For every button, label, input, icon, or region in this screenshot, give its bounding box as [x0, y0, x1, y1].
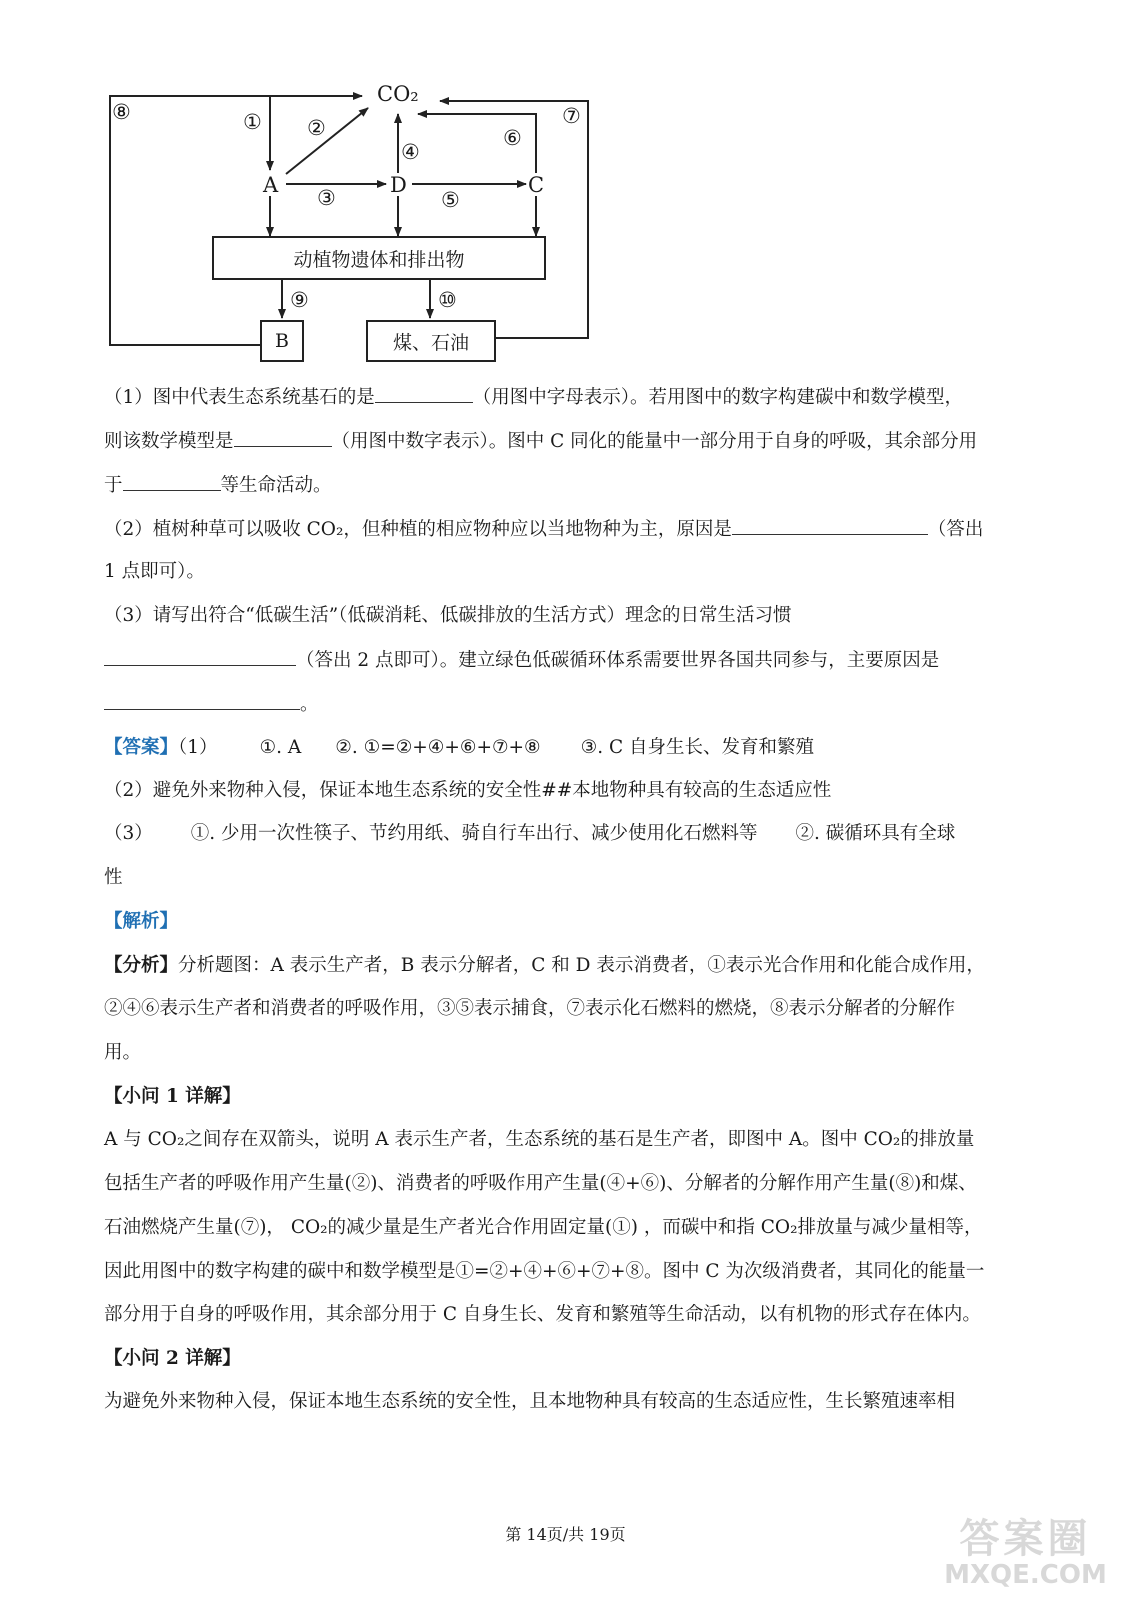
answer-line-2: （2）避免外来物种入侵，保证本地生态系统的安全性##本地物种具有较高的生态适应性 — [104, 780, 832, 801]
label-6: ⑥ — [503, 126, 522, 150]
detail-1-line-3: 石油燃烧产生量(⑦)， CO₂的减少量是生产者光合作用固定量(①) ，而碳中和指 CO₂排放量与减少量相等， — [104, 1217, 983, 1238]
sub-question-1-label: 【小问 1 详解】 — [104, 1086, 241, 1107]
node-d: D — [390, 173, 407, 197]
blank-1 — [375, 386, 473, 403]
question-3-line-3: 。 — [104, 693, 1024, 716]
arrow-2 — [286, 108, 368, 174]
blank-3 — [123, 474, 221, 491]
blank-4 — [732, 518, 928, 535]
label-7: ⑦ — [562, 104, 581, 128]
decomposer-box-b: B — [260, 320, 304, 362]
blank-6 — [104, 693, 300, 710]
watermark-bottom: MXQE.COM — [944, 1560, 1107, 1590]
label-1: ① — [243, 110, 262, 134]
analysis-line-3: 用。 — [104, 1042, 142, 1063]
detail-1-line-4: 因此用图中的数字构建的碳中和数学模型是①=②+④+⑥+⑦+⑧。图中 C 为次级消费者，其同化的能量一 — [104, 1261, 985, 1282]
node-a: A — [263, 173, 279, 197]
question-3-line-2: （答出 2 点即可）。建立绿色低碳循环体系需要世界各国共同参与，主要原因是 — [104, 649, 1024, 672]
question-1-line-3: 于 等生命活动。 — [104, 475, 332, 496]
label-5: ⑤ — [441, 188, 460, 212]
node-co2: CO₂ — [377, 82, 419, 106]
detail-1-line-1: A 与 CO₂之间存在双箭头，说明 A 表示生产者，生态系统的基石是生产者，即图中 A。图中 CO₂的排放量 — [104, 1129, 975, 1150]
analysis-line-2: ②④⑥表示生产者和消费者的呼吸作用，③⑤表示捕食，⑦表示化石燃料的燃烧，⑧表示分解者的分解作 — [104, 998, 956, 1019]
detail-1-line-2: 包括生产者的呼吸作用产生量(②)、消费者的呼吸作用产生量(④+⑥)、分解者的分解作用产生量(⑧)和煤、 — [104, 1173, 977, 1194]
label-2: ② — [307, 116, 326, 140]
label-4: ④ — [401, 140, 420, 164]
analysis-label: 【解析】 — [104, 911, 179, 932]
diagram-arrows — [100, 78, 620, 378]
blank-5 — [104, 649, 296, 666]
answer-line-3: （3） ①. 少用一次性筷子、节约用纸、骑自行车出行、减少使用化石燃料等 ②. 碳循环具有全球 — [104, 823, 956, 844]
answer-line-1: 【答案】（1） ①. A ②. ①=②+④+⑥+⑦+⑧ ③. C 自身生长、发育和繁殖 — [104, 737, 815, 758]
label-10: ⑩ — [438, 288, 457, 312]
sub-question-2-label: 【小问 2 详解】 — [104, 1348, 241, 1369]
blank-2 — [234, 430, 332, 447]
answer-label: 【答案】 — [104, 737, 179, 758]
remains-box: 动植物遗体和排出物 — [212, 236, 546, 280]
question-1-line-2: 则该数学模型是 （用图中数字表示）。图中 C 同化的能量中一部分用于自身的呼吸，其余部分用 — [104, 431, 978, 452]
label-9: ⑨ — [290, 288, 309, 312]
fossil-fuel-box: 煤、石油 — [366, 320, 496, 362]
watermark-logo — [938, 1517, 1113, 1592]
detail-1-line-5: 部分用于自身的呼吸作用，其余部分用于 C 自身生长、发育和繁殖等生命活动，以有机物的形式存在体内。 — [104, 1304, 981, 1325]
label-8: ⑧ — [112, 100, 131, 124]
watermark-top: 答案圈 — [959, 1516, 1092, 1562]
question-3-line-1: （3）请写出符合“低碳生活”（低碳消耗、低碳排放的生活方式）理念的日常生活习惯 — [104, 605, 792, 626]
label-3: ③ — [317, 186, 336, 210]
question-2-line-2: 1 点即可）。 — [104, 561, 205, 582]
question-1-line-1: （1）图中代表生态系统基石的是 （用图中字母表示）。若用图中的数字构建碳中和数学模型， — [104, 387, 964, 408]
page-number: 第 14页/共 19页 — [505, 1525, 626, 1544]
analysis-line-1: 【分析】分析题图：A 表示生产者，B 表示分解者，C 和 D 表示消费者，①表示光合作用和化能合成作用， — [104, 955, 985, 976]
detail-2-line-1: 为避免外来物种入侵，保证本地生态系统的安全性，且本地物种具有较高的生态适应性，生长繁殖速率相 — [104, 1391, 956, 1412]
question-2-line-1: （2）植树种草可以吸收 CO₂，但种植的相应物种应以当地物种为主，原因是 （答出 — [104, 519, 984, 540]
node-c: C — [528, 173, 545, 197]
answer-line-4: 性 — [104, 867, 123, 888]
carbon-cycle-diagram — [100, 78, 620, 378]
